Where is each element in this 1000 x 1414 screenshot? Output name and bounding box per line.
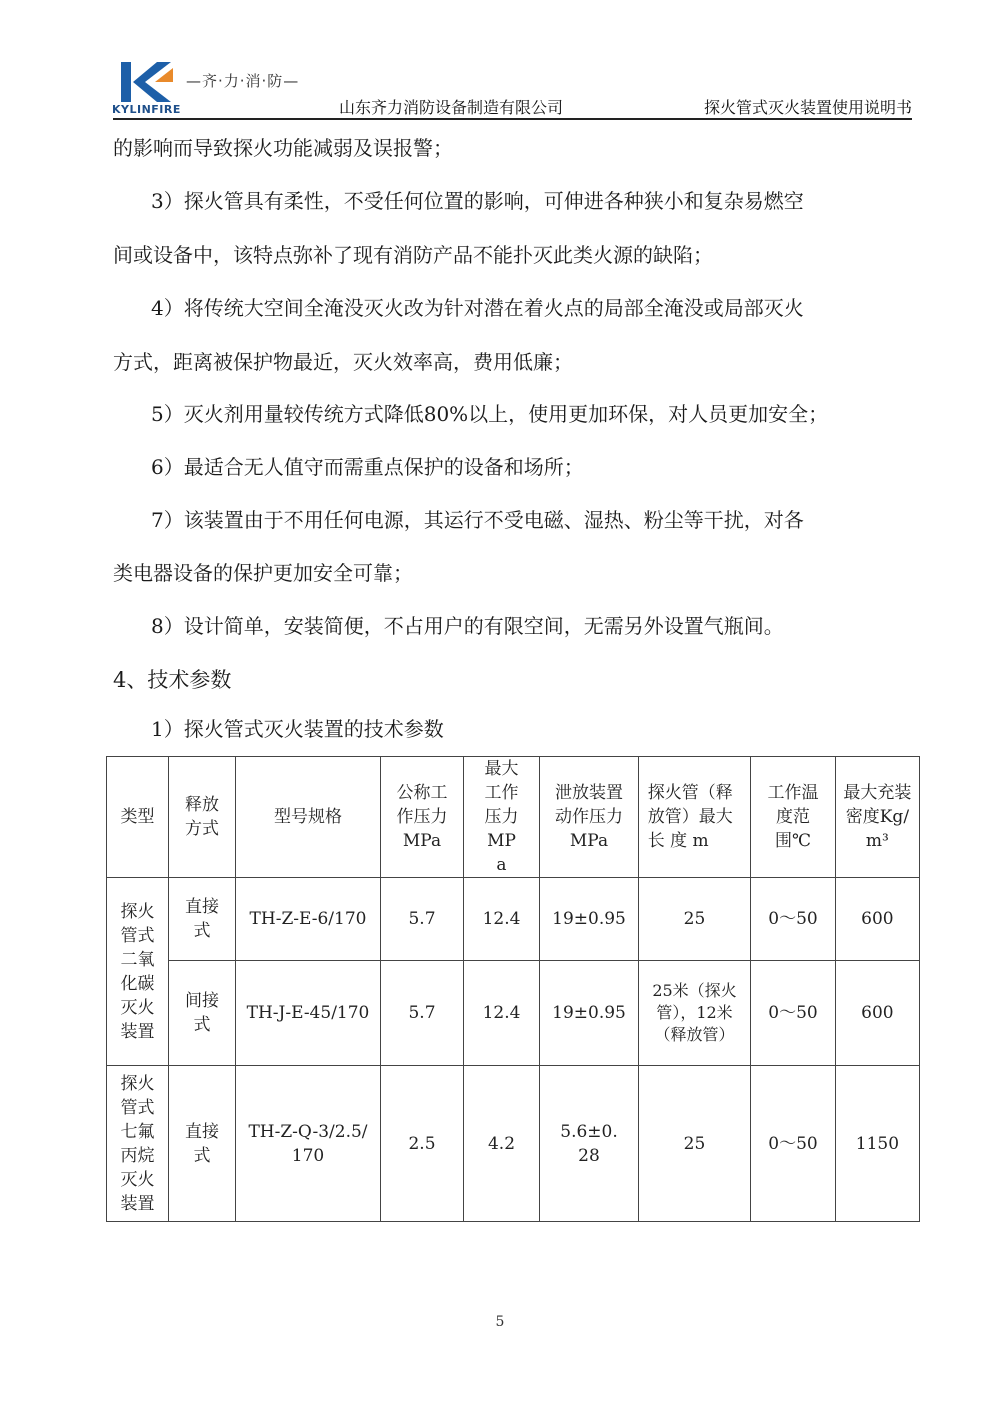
model-cell: TH-J-E-45/170 <box>236 961 381 1066</box>
density-cell: 600 <box>836 878 920 961</box>
model-cell: TH-Z-E-6/170 <box>236 878 381 961</box>
table-row <box>107 878 920 961</box>
nominal-pressure-cell: 5.7 <box>381 878 464 961</box>
body-line: 8）设计简单，安装简便，不占用户的有限空间，无需另外设置气瓶间。 <box>151 614 784 638</box>
body-line: 类电器设备的保护更加安全可靠； <box>113 561 413 585</box>
temperature-cell: 0～50 <box>751 961 836 1066</box>
density-cell: 1150 <box>836 1066 920 1222</box>
document-title: 探火管式灭火装置使用说明书 <box>703 98 912 117</box>
density-cell: 600 <box>836 961 920 1066</box>
body-line: 4）将传统大空间全淹没灭火改为针对潜在着火点的局部全淹没或局部灭火 <box>151 296 804 320</box>
type-cell: 探火管式二氧化碳灭火装置 <box>107 878 169 1066</box>
temperature-cell: 0～50 <box>751 1066 836 1222</box>
col-header: 最大充装密度Kg/m³ <box>836 757 920 878</box>
relief-pressure-cell: 19±0.95 <box>540 878 639 961</box>
col-header: 最大工作压力MPa <box>464 757 540 878</box>
col-header: 型号规格 <box>236 757 381 878</box>
type-cell: 探火管式七氟丙烷灭火装置 <box>107 1066 169 1222</box>
body-line: 6）最适合无人值守而需重点保护的设备和场所； <box>151 455 584 479</box>
table-row <box>107 961 920 1066</box>
release-cell: 间接式 <box>169 961 236 1066</box>
length-cell: 25米（探火管），12米（释放管） <box>639 961 751 1066</box>
slogan: —齐·力·消·防— <box>186 72 300 90</box>
logo-wordmark: KYLINFIRE <box>112 103 181 116</box>
body-line: 3）探火管具有柔性，不受任何位置的影响，可伸进各种狭小和复杂易燃空 <box>151 189 804 213</box>
model-cell: TH-Z-Q-3/2.5/170 <box>236 1066 381 1222</box>
table-row <box>107 1066 920 1222</box>
col-header: 工作温度范围℃ <box>751 757 836 878</box>
release-cell: 直接式 <box>169 878 236 961</box>
release-cell: 直接式 <box>169 1066 236 1222</box>
max-pressure-cell: 4.2 <box>464 1066 540 1222</box>
length-cell: 25 <box>639 1066 751 1222</box>
body-line: 的影响而导致探火功能减弱及误报警； <box>113 136 453 160</box>
header-divider <box>113 118 912 120</box>
relief-pressure-cell: 19±0.95 <box>540 961 639 1066</box>
max-pressure-cell: 12.4 <box>464 961 540 1066</box>
body-line: 间或设备中，该特点弥补了现有消防产品不能扑灭此类火源的缺陷； <box>113 243 713 267</box>
max-pressure-cell: 12.4 <box>464 878 540 961</box>
section-heading: 4、技术参数 <box>113 668 232 692</box>
page-number: 5 <box>495 1314 505 1330</box>
nominal-pressure-cell: 2.5 <box>381 1066 464 1222</box>
nominal-pressure-cell: 5.7 <box>381 961 464 1066</box>
relief-pressure-cell: 5.6±0.28 <box>540 1066 639 1222</box>
col-header: 泄放装置动作压力MPa <box>540 757 639 878</box>
spec-table <box>106 756 920 1222</box>
col-header: 释放方式 <box>169 757 236 878</box>
length-cell: 25 <box>639 878 751 961</box>
body-line: 方式，距离被保护物最近，灭火效率高，费用低廉； <box>113 350 573 374</box>
company-logo-icon <box>121 62 176 102</box>
col-header: 探火管（释放管）最大长 度 m <box>639 757 751 878</box>
table-header-row <box>107 757 920 878</box>
company-name: 山东齐力消防设备制造有限公司 <box>339 98 564 117</box>
table-caption: 1）探火管式灭火装置的技术参数 <box>151 717 444 741</box>
col-header: 公称工作压力MPa <box>381 757 464 878</box>
body-line: 7）该装置由于不用任何电源，其运行不受电磁、湿热、粉尘等干扰，对各 <box>151 508 804 532</box>
col-header: 类型 <box>107 757 169 878</box>
temperature-cell: 0～50 <box>751 878 836 961</box>
body-line: 5）灭火剂用量较传统方式降低80%以上，使用更加环保，对人员更加安全； <box>151 402 829 426</box>
